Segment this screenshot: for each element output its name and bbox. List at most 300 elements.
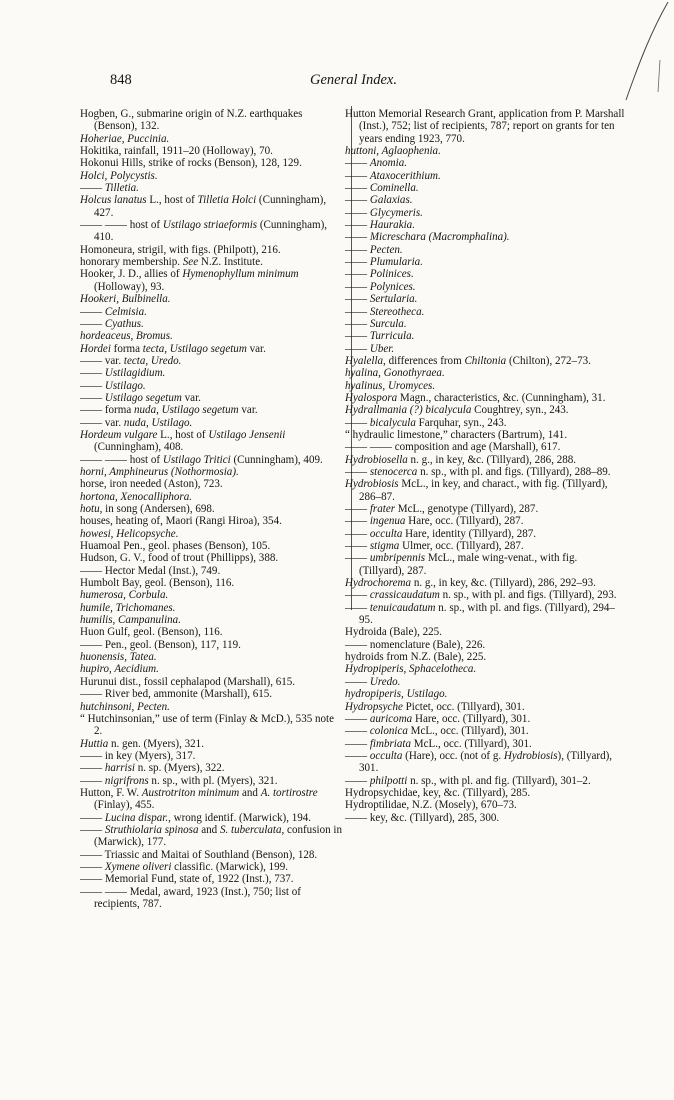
entry-italic-text: hordeaceus, Bromus. [80,330,173,343]
entry-text: —— [345,503,370,515]
index-entry [80,244,342,256]
entry-text: Farquhar, syn., 243. [415,416,507,429]
entry-italic-text: harrisi [104,762,135,775]
entry-text: —— [345,305,370,318]
entry-italic-text: hydropiperis, Ustilago. [345,688,448,701]
index-entry [345,663,625,675]
entry-text: —— Triassic and Maitai of Southland (Benson), 128. [80,848,318,861]
entry-text: —— [80,860,105,873]
index-entry [345,528,625,540]
entry-text: n. sp., with pl. and fig. (Tillyard), 301–2. [407,774,591,787]
index-entry [80,330,342,342]
entry-italic-text: frater [369,503,396,515]
index-entry [345,577,625,589]
entry-text: Hare, identity (Tillyard), 287. [402,527,537,540]
entry-italic-text: tenuicaudatum [369,601,436,614]
index-entry [345,170,625,182]
entry-italic-text: Ustilagidium. [104,367,166,380]
entry-text: N.Z. Institute. [198,256,263,269]
index-entry [80,750,342,762]
entry-text: —— [345,712,370,725]
entry-text: var. [246,342,266,355]
index-entry [80,873,342,885]
entry-text: houses, heating of, Maori (Rangi Hiroa), 354. [80,515,282,528]
entry-text: Pictet, occ. (Tillyard), 301. [402,700,525,713]
entry-italic-text: Polinices. [369,268,414,281]
entry-text: Hare, occ. (Tillyard), 301. [412,712,531,725]
entry-text: var. [181,391,201,404]
index-entry [345,207,625,219]
entry-italic-text: hotu [80,503,100,515]
entry-text: Huamoal Pen., geol. phases (Benson), 105. [80,540,271,553]
index-entry [345,145,625,157]
entry-italic-text: Surcula. [369,317,407,330]
index-entry [80,133,342,145]
entry-text: —— [345,552,370,565]
entry-italic-text: Cyathus. [104,317,144,330]
entry-text: —— [80,823,105,836]
entry-text: var. [238,404,258,417]
entry-italic-text: Hydrobiosis [345,478,399,491]
entry-text: —— Pen., geol. (Benson), 117, 119. [80,638,241,651]
entry-italic-text: hyalina, Gonothyraea. [345,367,445,380]
index-entry [345,392,625,404]
index-entry [80,762,342,774]
index-entry [80,157,342,169]
entry-italic-text: See [182,256,199,269]
entry-italic-text: tecta, Ustilago segetum [142,342,247,355]
entry-text: (Hare), occ. (not of g. [402,749,504,762]
entry-text: —— [345,330,370,343]
entry-italic-text: Haurakia. [369,219,415,232]
entry-italic-text: Holci, Polycystis. [80,169,158,182]
entry-italic-text: Hyalella [345,354,384,367]
index-column-left [80,108,342,910]
entry-text: —— [345,182,370,195]
entry-text: and [239,786,261,799]
index-entry [345,318,625,330]
index-entry [80,738,342,750]
entry-text: Ulmer, occ. (Tillyard), 287. [399,540,524,553]
index-entry [345,306,625,318]
entry-text: —— [345,774,370,787]
index-entry [80,651,342,663]
entry-italic-text: Plumularia. [369,256,423,269]
entry-italic-text: huttoni, Aglaophenia. [345,145,441,158]
entry-text: —— [345,256,370,269]
entry-italic-text: horni, Amphineurus (Nothormosia). [80,465,239,478]
entry-text: n. sp., with pl. and figs. (Tillyard), 294–95. [359,601,615,627]
entry-italic-text: Hoheriae, Puccinia. [80,132,170,145]
entry-text: and [198,823,220,836]
index-entry [345,639,625,651]
entry-text: Hogben, G., submarine origin of N.Z. earthquakes (Benson), 132. [80,108,303,133]
entry-italic-text: hyalinus, Uromyces. [345,379,436,392]
entry-text: Hokonui Hills, strike of rocks (Benson), 128, 129. [80,157,302,170]
entry-text: n. g., in key, &c. (Tillyard), 286, 288. [407,453,577,466]
index-entry [80,639,342,651]
index-entry [345,775,625,787]
entry-text: —— [80,762,105,775]
entry-text: McL., occ. (Tillyard), 301. [407,725,529,738]
index-entry [80,577,342,589]
entry-text: n. gen. (Myers), 321. [108,737,204,750]
entry-italic-text: ingenua [369,515,406,528]
entry-italic-text: Austrotriton minimum [141,786,240,799]
index-entry [345,429,625,441]
index-entry [345,244,625,256]
entry-italic-text: auricoma [369,712,413,725]
index-entry [345,108,625,145]
index-entry [80,688,342,700]
index-entry [345,367,625,379]
entry-text: —— [345,169,370,182]
entry-italic-text: Micreschara (Macromphalina). [369,231,510,244]
entry-text: Hudson, G. V., food of trout (Phillipps), 388. [80,552,279,565]
index-entry [345,552,625,577]
entry-italic-text: nigrifrons [104,774,149,787]
entry-italic-text: Hookeri, Bulbinella. [80,293,171,306]
entry-italic-text: Hymenophyllum minimum [182,268,299,281]
entry-text: —— [345,317,370,330]
entry-text: L., host of [157,428,209,441]
index-entry [345,182,625,194]
entry-text: , confusion in (Marwick), 177. [94,823,342,849]
entry-italic-text: Ustilago Tritici [162,453,231,466]
index-entry [80,367,342,379]
entry-italic-text: Pecten. [369,243,403,256]
entry-text: —— [345,515,370,528]
entry-text: —— var. [80,354,124,367]
index-entry [80,293,342,305]
entry-text: n. g., in key, &c. (Tillyard), 286, 292–93. [411,577,596,590]
entry-italic-text: humilis, Campanulina. [80,614,181,627]
entry-text: McL., occ. (Tillyard), 301. [410,737,532,750]
index-entry [345,417,625,429]
entry-italic-text: nuda, Ustilago. [123,416,193,429]
index-entry [345,799,625,811]
entry-text: n. sp. (Myers), 322. [134,762,225,775]
entry-text: —— —— host of [80,219,163,232]
entry-italic-text: Galaxias. [369,194,413,207]
index-entry [345,194,625,206]
entry-text: , in song (Andersen), 698. [99,503,215,515]
index-entry [345,478,625,503]
entry-text: —— [80,305,105,318]
entry-italic-text: philpotti [369,774,408,787]
index-entry [345,380,625,392]
entry-italic-text: Anomia. [369,157,407,170]
index-entry [80,194,342,219]
entry-text: —— [345,540,370,553]
index-entry [345,750,625,775]
index-entry [345,651,625,663]
entry-text: —— [345,601,370,614]
entry-italic-text: occulta [369,527,403,540]
entry-italic-text: Tilletia Holci [197,194,257,207]
index-entry [80,318,342,330]
entry-text: Hooker, J. D., allies of [80,268,183,281]
index-entry [80,775,342,787]
entry-text: —— [345,231,370,244]
entry-text: n. sp., with pl. and figs. (Tillyard), 293. [439,589,617,602]
entry-text: (Finlay), 455. [94,799,155,812]
entry-text: —— [345,342,370,355]
entry-italic-text: hortona, Xenocalliphora. [80,490,192,503]
entry-text: Hurunui dist., fossil cephalapod (Marshall), 615. [80,675,296,688]
entry-text: “ hydraulic limestone,” characters (Bartrum), 141. [345,428,568,441]
entry-italic-text: Glycymeris. [369,206,423,219]
entry-text: —— [345,416,370,429]
index-entry [345,713,625,725]
index-entry [345,441,625,453]
entry-text: honorary membership. [80,256,183,269]
entry-text: “ Hutchinsonian,” use of term (Finlay & McD.), 535 note 2. [80,712,335,738]
index-column-right [345,108,625,824]
entry-text: McL., in key, and charact., with fig. (Tillyard), 286–87. [359,478,608,503]
entry-text: —— [345,675,370,688]
entry-italic-text: fimbriata [369,737,411,750]
entry-text: (Cunningham), 427. [94,194,327,219]
index-entry [345,515,625,527]
index-entry [345,725,625,737]
index-entry [345,231,625,243]
index-entry [80,701,342,713]
entry-text: —— forma [80,404,134,417]
page-title: General Index. [310,72,397,88]
index-entry [345,268,625,280]
index-entry [80,713,342,738]
entry-italic-text: hupiro, Aecidium. [80,663,159,676]
entry-italic-text: Hordeum vulgare [80,428,158,441]
entry-italic-text: Ustilago Jensenii [208,428,286,441]
entry-text: Magn., characteristics, &c. (Cunningham), 31. [397,391,606,404]
index-entry [80,626,342,638]
entry-italic-text: Cominella. [369,182,419,195]
entry-italic-text: umbripennis [369,552,426,565]
index-entry [80,503,342,515]
entry-italic-text: Stereotheca. [369,305,425,318]
entry-italic-text: Tilletia. [104,182,139,195]
entry-text: —— [345,280,370,293]
entry-italic-text: Ustilago. [104,379,146,392]
index-entry [80,849,342,861]
index-entry [345,812,625,824]
entry-italic-text: A. tortirostre [260,786,318,799]
entry-text: Hutton, F. W. [80,786,142,799]
entry-italic-text: humerosa, Corbula. [80,589,169,602]
entry-italic-text: Lucina dispar. [104,811,169,824]
index-entry [80,861,342,873]
entry-italic-text: occulta [369,749,403,762]
entry-text: (Cunningham), 408. [94,441,184,454]
entry-text: Coughtrey, syn., 243. [471,404,569,417]
entry-italic-text: Hordei [80,342,111,355]
entry-text: —— [345,157,370,170]
index-entry [80,589,342,601]
entry-text: —— [345,243,370,256]
entry-italic-text: stigma [369,540,400,553]
entry-text: hydroids from N.Z. (Bale), 225. [345,651,487,664]
entry-text: —— —— host of [80,453,163,466]
index-entry [80,663,342,675]
entry-italic-text: Hydrochorema [345,577,412,590]
entry-text: —— [80,811,105,824]
index-entry [80,429,342,454]
entry-italic-text: Holcus lanatus [80,194,147,207]
index-entry [345,293,625,305]
entry-italic-text: Ataxocerithium. [369,169,441,182]
entry-text: —— [345,268,370,281]
entry-text: —— —— Medal, award, 1923 (Inst.), 750; list of recipients, 787. [80,885,301,910]
entry-text: Hydroida (Bale), 225. [345,626,442,639]
index-entry [80,528,342,540]
entry-text: —— —— composition and age (Marshall), 617. [345,441,561,454]
entry-text: —— [345,589,370,602]
index-entry [80,343,342,355]
index-entry [80,268,342,293]
entry-text: horse, iron needed (Aston), 723. [80,478,223,491]
entry-text: , differences from [383,354,465,367]
index-entry [80,540,342,552]
entry-text: , wrong identif. (Marwick), 194. [168,811,312,824]
entry-text: Hydropsychidae, key, &c. (Tillyard), 285. [345,786,531,799]
entry-italic-text: stenocerca [369,465,418,478]
entry-text: Hare, occ. (Tillyard), 287. [405,515,524,528]
index-entry [80,454,342,466]
entry-text: —— [80,182,105,195]
entry-text: —— [80,774,105,787]
entry-italic-text: Xymene oliveri [104,860,172,873]
entry-text: (Cunningham), 410. [94,219,328,244]
index-entry [80,614,342,626]
entry-text: —— in key (Myers), 317. [80,749,196,762]
entry-italic-text: Celmisia. [104,305,147,318]
entry-text: —— nomenclature (Bale), 226. [345,638,486,651]
index-entry [345,219,625,231]
index-entry [80,787,342,812]
index-entry [345,540,625,552]
index-entry [345,454,625,466]
index-entry [80,417,342,429]
index-entry [80,380,342,392]
index-entry [80,170,342,182]
entry-text: Homoneura, strigil, with figs. (Philpott), 216. [80,243,281,256]
entry-text: —— [345,527,370,540]
entry-text: (Holloway), 93. [94,280,165,293]
entry-text: —— River bed, ammonite (Marshall), 615. [80,688,273,701]
entry-italic-text: Uredo. [369,675,401,688]
entry-italic-text: Hydrallmania (?) bicalycula [345,404,472,417]
entry-italic-text: humile, Trichomanes. [80,601,176,614]
entry-italic-text: Hydropiperis, Sphacelotheca. [345,663,477,676]
entry-italic-text: hutchinsoni, Pecten. [80,700,170,713]
index-entry [80,306,342,318]
entry-text: —— Memorial Fund, state of, 1922 (Inst.), 737. [80,873,294,886]
entry-italic-text: crassicaudatum [369,589,440,602]
entry-text: L., host of [146,194,198,207]
index-entry [80,466,342,478]
entry-italic-text: Hydrobiosella [345,453,408,466]
index-entry [80,256,342,268]
entry-italic-text: Polynices. [369,280,416,293]
entry-text: —— [345,293,370,306]
entry-text: (Cunningham), 409. [230,453,323,466]
entry-italic-text: Chiltonia [464,354,507,367]
entry-italic-text: Huttia [80,737,109,750]
entry-italic-text: Turricula. [369,330,415,343]
entry-text: —— [345,219,370,232]
index-entry [80,812,342,824]
index-entry [345,589,625,601]
entry-italic-text: colonica [369,725,408,738]
entry-text: —— [80,391,105,404]
index-entry [80,515,342,527]
entry-text: Hutton Memorial Research Grant, application from P. Marshall (Inst.), 752; list of recipients, 787; report on grants for ten years ending 1923, 770. [345,108,625,145]
page-header [110,72,630,94]
entry-italic-text: howesi, Helicopsyche. [80,527,179,540]
index-entry [345,256,625,268]
entry-text: —— [80,317,105,330]
index-entry [345,602,625,627]
entry-italic-text: Uber. [369,342,395,355]
entry-text: —— Hector Medal (Inst.), 749. [80,564,221,577]
entry-text: (Chilton), 272–73. [506,354,591,367]
entry-italic-text: bicalycula [369,416,416,429]
index-entry [80,355,342,367]
index-entry [345,157,625,169]
index-entry [80,182,342,194]
index-entry [80,145,342,157]
index-entry [345,343,625,355]
index-entry [80,565,342,577]
entry-text: Humbolt Bay, geol. (Benson), 116. [80,577,235,590]
index-entry [80,219,342,244]
entry-italic-text: huonensis, Tatea. [80,651,157,664]
entry-text: McL., genotype (Tillyard), 287. [395,503,539,515]
index-entry [345,355,625,367]
entry-text: classific. (Marwick), 199. [171,860,288,873]
entry-italic-text: S. tuberculata [219,823,282,836]
entry-text: —— [345,749,370,762]
margin-pencil-mark [612,0,672,110]
index-entry [345,466,625,478]
index-entry [80,824,342,849]
index-entry [345,688,625,700]
index-entry [80,392,342,404]
entry-text: McL., male wing-venat., with fig. (Tillyard), 287. [359,552,578,577]
index-entry [345,787,625,799]
entry-text: —— [80,379,105,392]
index-entry [345,503,625,515]
index-entry [345,281,625,293]
entry-italic-text: Sertularia. [369,293,418,306]
entry-text: —— [80,367,105,380]
entry-text: —— [345,465,370,478]
entry-text: forma [110,342,143,355]
index-entry [80,886,342,911]
entry-italic-text: Hydrobiosis [503,749,558,762]
index-entry [80,491,342,503]
index-entry [80,404,342,416]
entry-italic-text: Hydropsyche [345,700,403,713]
index-entry [345,676,625,688]
entry-text: —— [345,725,370,738]
entry-italic-text: nuda, Ustilago segetum [134,404,239,417]
entry-text: —— [345,194,370,207]
index-entry [345,404,625,416]
entry-text: —— [345,737,370,750]
